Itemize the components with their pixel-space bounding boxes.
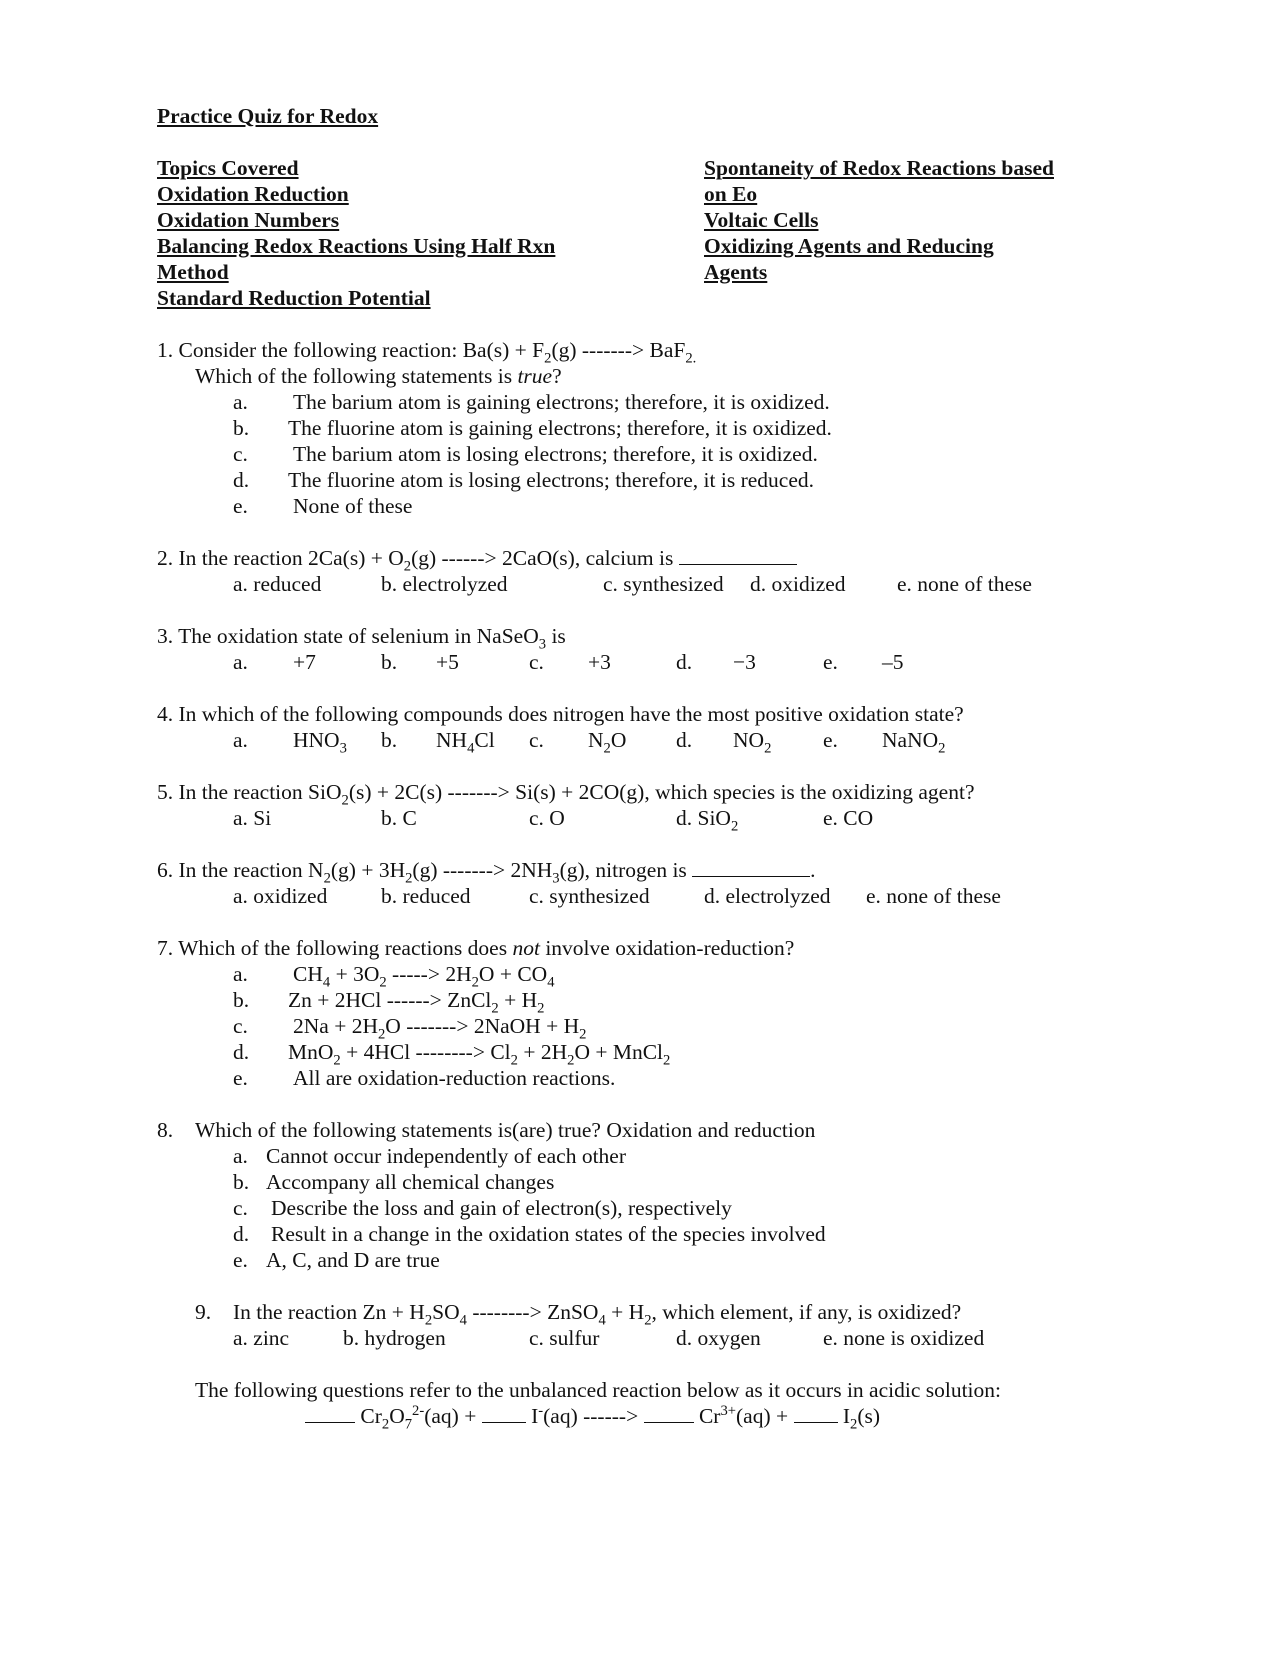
option-text: c. synthesized [603,572,724,596]
coefficient-blank [794,1404,838,1423]
option-letter: c. [529,650,544,674]
option-letter: e. [233,1248,248,1272]
option-letter: e. [233,494,248,518]
option-letter: b. [381,728,398,752]
option-letter: b. [381,650,398,674]
option-text: All are oxidation-reduction reactions. [293,1066,616,1090]
coefficient-blank [644,1404,694,1423]
option-letter: d. [676,728,693,752]
option-text: a. reduced [233,572,322,596]
question-9-stem: In the reaction $Zn + H_2SO_4$ --------> ZnSO$_4$ + $H_2$, which element, if any, is oxidized? [233,1300,962,1329]
answer-blank [679,546,797,565]
topic-item: Balancing Redox Reactions Using Half Rxn [157,234,556,258]
option-letter: e. [823,650,838,674]
option-reaction: Zn + 2HCl ------> ZnCl$_2$ + $H_2$ [288,988,545,1017]
option-value: +3 [588,650,611,674]
answer-blank [692,858,810,877]
question-5-stem: 5. In the reaction SiO$_2$(s) + 2C(s) -------> Si(s) + 2CO(g), which species is the oxidizing agent? [157,780,975,809]
option-value: +7 [293,650,316,674]
topic-item: Topics Covered [157,156,299,180]
option-text: The barium atom is losing electrons; therefore, it is oxidized. [293,442,818,466]
question-number: 8. [157,1118,174,1142]
topic-item: on Eo [704,182,758,206]
option-text: $NO_2$ [733,728,772,757]
option-text: d. electrolyzed [704,884,831,908]
question-1-stem: 1. Consider the following reaction: $Ba(s) + F_2(g)$ -------> BaF$_{2.}$ [157,338,697,367]
topic-item: Spontaneity of Redox Reactions based [704,156,1054,180]
option-text: b. C [381,806,417,830]
topic-item: Standard Reduction Potential [157,286,431,310]
option-letter: a. [233,390,248,414]
coefficient-blank [305,1404,355,1423]
option-text: $N_2O$ [588,728,627,757]
option-letter: e. [233,1066,248,1090]
followup-intro: The following questions refer to the unbalanced reaction below as it occurs in acidic solution: [195,1378,1002,1402]
option-reaction: $CH_4 + 3O_2$ -----> $2H_2O + CO_4$ [293,962,555,991]
option-text: d. oxidized [750,572,846,596]
option-letter: a. [233,962,248,986]
option-letter: d. [676,650,693,674]
option-text: a. oxidized [233,884,328,908]
option-text: e. none of these [897,572,1032,596]
option-text: NaNO$_2$ [882,728,946,757]
option-letter: d. [233,1222,250,1246]
option-text: e. none of these [866,884,1001,908]
option-letter: b. [233,1170,250,1194]
option-text: $HNO_3$ [293,728,347,757]
option-text: A, C, and D are true [266,1248,440,1272]
question-4-stem: 4. In which of the following compounds does nitrogen have the most positive oxidation state? [157,702,964,726]
topic-item: Voltaic Cells [704,208,819,232]
option-text: Result in a change in the oxidation states of the species involved [271,1222,826,1246]
option-text: b. electrolyzed [381,572,508,596]
option-text: c. O [529,806,565,830]
option-text: The fluorine atom is gaining electrons; therefore, it is oxidized. [288,416,832,440]
question-3-stem: 3. The oxidation state of selenium in NaSeO$_3$ is [157,624,566,653]
option-letter: d. [233,468,250,492]
option-letter: a. [233,650,248,674]
option-text: a. zinc [233,1326,290,1350]
option-value: –5 [882,650,904,674]
coefficient-blank [482,1404,526,1423]
question-6-stem: 6. In the reaction $N_2(g) + 3H_2(g)$ -------> $2NH_3(g)$, nitrogen is . [157,858,816,887]
question-2-stem: 2. In the reaction $2Ca(s) + O_2(g)$ ------> 2CaO(s), calcium is [157,545,797,571]
topic-item: Oxidizing Agents and Reducing [704,234,994,258]
question-1-prompt: Which of the following statements is true? [195,364,562,388]
option-text: c. sulfur [529,1326,600,1350]
option-text: Cannot occur independently of each other [266,1144,626,1168]
option-letter: c. [233,442,248,466]
option-value: +5 [436,650,459,674]
option-text: b. reduced [381,884,471,908]
option-text: Describe the loss and gain of electron(s), respectively [271,1196,732,1220]
option-text: None of these [293,494,413,518]
topic-item: Agents [704,260,768,284]
option-text: e. none is oxidized [823,1326,985,1350]
option-text: The barium atom is gaining electrons; therefore, it is oxidized. [293,390,830,414]
option-text: d. oxygen [676,1326,761,1350]
topic-item: Oxidation Numbers [157,208,340,232]
option-text: d. SiO$_2$ [676,806,739,835]
option-reaction: $2Na + 2H_2O$ -------> 2NaOH + $H_2$ [293,1014,587,1043]
option-text: Accompany all chemical changes [266,1170,555,1194]
option-value: −3 [733,650,756,674]
option-text: c. synthesized [529,884,650,908]
option-letter: b. [233,988,250,1012]
topic-item: Oxidation Reduction [157,182,349,206]
option-text: b. hydrogen [343,1326,446,1350]
option-letter: b. [233,416,250,440]
option-letter: c. [233,1196,248,1220]
option-text: e. CO [823,806,874,830]
page-title: Practice Quiz for Redox [157,104,379,128]
option-letter: e. [823,728,838,752]
option-letter: d. [233,1040,250,1064]
option-letter: c. [529,728,544,752]
question-number: 9. [195,1300,212,1324]
option-letter: a. [233,728,248,752]
option-letter: c. [233,1014,248,1038]
question-7-stem: 7. Which of the following reactions does not involve oxidation-reduction? [157,936,795,960]
option-text: The fluorine atom is losing electrons; therefore, it is reduced. [288,468,814,492]
option-text: $NH_4Cl$ [436,728,495,757]
option-text: a. Si [233,806,272,830]
option-letter: a. [233,1144,248,1168]
topic-item: Method [157,260,229,284]
option-reaction: MnO$_2$ + 4HCl --------> $Cl_2 + 2H_2O$ + MnCl$_2$ [288,1040,671,1069]
question-8-stem: Which of the following statements is(are) true? Oxidation and reduction [195,1118,816,1142]
unbalanced-reaction: $Cr_2O_7^{2-}(aq) + I^-(aq)$ ------> $Cr^{3+}(aq) + I_2(s)$ [305,1403,880,1429]
